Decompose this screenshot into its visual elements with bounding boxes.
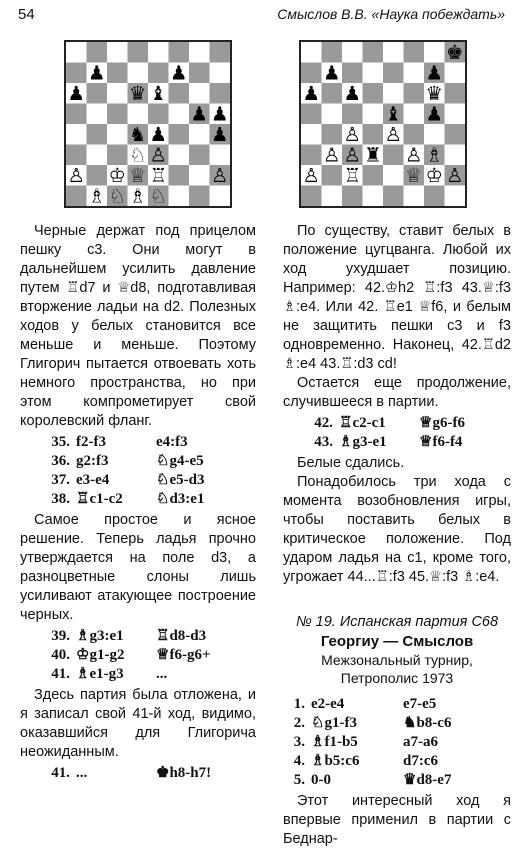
- event-line-1: Межзональный турнир,: [321, 652, 473, 668]
- left-square-c4: [107, 124, 128, 145]
- left-square-b4: [87, 124, 108, 145]
- right-square-d2: [363, 165, 384, 186]
- left-piece-e2: ♖: [149, 163, 167, 187]
- left-piece-h4: ♟: [211, 122, 229, 146]
- left-square-c7: [107, 63, 128, 84]
- move-row: 43. ♗g3-e1 ♕f6-f4: [314, 434, 463, 450]
- right-square-g4: [424, 124, 445, 145]
- left-square-h6: [210, 83, 231, 104]
- right-square-a8: [301, 42, 322, 63]
- left-piece-d1: ♗: [129, 184, 147, 206]
- left-piece-e3: ♙: [149, 143, 167, 167]
- page-number: 54: [18, 6, 35, 23]
- right-paragraph-1: По существу, ставит белых в положение цугцванга. Любой их ход ухудшает позицию. Например: 42.♔h2 ♖:f3 43.♕:f3 ♗:e4. Или 42. ♖e1 ♕f6, и белым не защитить пешки с3 и f3 одновременно. Наконец, 42.♖d2 ♗:e4 43.♖:d3 cd!: [283, 223, 511, 372]
- left-square-g2: [189, 165, 210, 186]
- right-piece-e5: ♝: [384, 102, 402, 126]
- right-piece-a6: ♟: [302, 81, 320, 105]
- right-square-e3: [383, 145, 404, 166]
- left-moves-2: [20, 627, 256, 684]
- right-square-h1: [445, 186, 466, 207]
- move-row: 3. ♗f1-b5 a7-a6: [293, 734, 438, 750]
- left-square-g6: [189, 83, 210, 104]
- left-piece-b1: ♗: [88, 184, 106, 206]
- left-square-g8: [189, 42, 210, 63]
- right-paragraph-4: Понадобилось три хода с момента возобновления игры, чтобы поставить белых в критическое положение. Под ударом ладья на с1, кроме того, угрожает 44...♖:f3 45.♕:f3 ♗:e4.: [283, 474, 511, 585]
- left-square-c8: [107, 42, 128, 63]
- right-square-a7: [301, 63, 322, 84]
- left-piece-a6: ♟: [67, 81, 85, 105]
- move-row: 37. e3-e4 ♘e5-d3: [51, 472, 205, 488]
- right-piece-c2: ♖: [343, 163, 361, 187]
- left-piece-d2: ♕: [129, 163, 147, 187]
- move-row: 38. ♖c1-c2 ♘d3:e1: [51, 491, 205, 507]
- right-square-b1: [322, 186, 343, 207]
- right-piece-e4: ♙: [384, 122, 402, 146]
- right-piece-b7: ♟: [323, 61, 341, 85]
- move-row: 2. ♘g1-f3 ♞b8-c6: [293, 715, 452, 731]
- left-piece-e4: ♟: [149, 122, 167, 146]
- left-square-f4: [169, 124, 190, 145]
- right-paragraph-2: Остается еще продолжение, случившееся в партии.: [283, 375, 511, 410]
- right-piece-h2: ♙: [446, 163, 464, 187]
- move-row: 35. f2-f3 e4:f3: [51, 434, 188, 450]
- left-square-a4: [66, 124, 87, 145]
- left-piece-h5: ♟: [211, 102, 229, 126]
- left-square-f1: [169, 186, 190, 207]
- right-piece-b3: ♙: [323, 143, 341, 167]
- left-piece-b7: ♟: [88, 61, 106, 85]
- left-square-h7: [210, 63, 231, 84]
- left-piece-h2: ♙: [211, 163, 229, 187]
- right-piece-g7: ♟: [425, 61, 443, 85]
- move-row: 36. g2:f3 ♘g4-e5: [51, 453, 204, 469]
- left-square-f3: [169, 145, 190, 166]
- move-row: 40. ♔g1-g2 ♕f6-g6+: [51, 647, 211, 663]
- right-square-a1: [301, 186, 322, 207]
- left-square-e8: [148, 42, 169, 63]
- right-square-a3: [301, 145, 322, 166]
- right-square-e1: [383, 186, 404, 207]
- left-square-h3: [210, 145, 231, 166]
- left-square-e7: [148, 63, 169, 84]
- running-head: Смыслов В.В. «Наука побеждать»: [277, 6, 505, 22]
- left-piece-d4: ♞: [129, 122, 147, 146]
- right-square-e8: [383, 42, 404, 63]
- right-piece-g3: ♗: [425, 143, 443, 167]
- right-square-f7: [404, 63, 425, 84]
- right-square-b8: [322, 42, 343, 63]
- left-paragraph-3: Здесь партия была отложена, и я записал свой 41-й ход, видимо, оказавшийся для Глигорича неожиданным.: [20, 687, 256, 760]
- right-square-e7: [383, 63, 404, 84]
- right-square-g8: [424, 42, 445, 63]
- right-square-d8: [363, 42, 384, 63]
- left-square-a7: [66, 63, 87, 84]
- left-square-b3: [87, 145, 108, 166]
- right-piece-f2: ♕: [405, 163, 423, 187]
- right-piece-g6: ♛: [425, 81, 443, 105]
- right-piece-a2: ♙: [302, 163, 320, 187]
- right-square-c7: [342, 63, 363, 84]
- right-paragraph-3: Белые сдались.: [297, 455, 405, 471]
- right-piece-g2: ♔: [425, 163, 443, 187]
- left-piece-e6: ♝: [149, 81, 167, 105]
- right-square-b5: [322, 104, 343, 125]
- left-square-c5: [107, 104, 128, 125]
- left-square-f8: [169, 42, 190, 63]
- left-square-d8: [128, 42, 149, 63]
- right-square-b6: [322, 83, 343, 104]
- left-square-c6: [107, 83, 128, 104]
- right-square-h7: [445, 63, 466, 84]
- right-square-c1: [342, 186, 363, 207]
- left-square-g3: [189, 145, 210, 166]
- right-square-f8: [404, 42, 425, 63]
- left-piece-e1: ♘: [149, 184, 167, 206]
- right-moves-2: [283, 695, 511, 790]
- game-title: № 19. Испанская партия С68: [295, 614, 499, 630]
- move-row: 41. ... ♚h8-h7!: [51, 765, 212, 781]
- left-square-b6: [87, 83, 108, 104]
- chess-board-right-svg: [301, 42, 465, 206]
- move-row: 4. ♗b5:c6 d7:c6: [293, 753, 438, 769]
- left-square-f2: [169, 165, 190, 186]
- left-square-d7: [128, 63, 149, 84]
- right-square-f4: [404, 124, 425, 145]
- left-square-g7: [189, 63, 210, 84]
- left-piece-d6: ♛: [129, 81, 147, 105]
- right-square-f6: [404, 83, 425, 104]
- move-row: 1. e2-e4 e7-e5: [293, 696, 437, 712]
- left-moves-3: [20, 764, 256, 783]
- left-piece-d3: ♘: [129, 143, 147, 167]
- left-piece-c1: ♘: [108, 184, 126, 206]
- right-square-h4: [445, 124, 466, 145]
- right-piece-f3: ♙: [405, 143, 423, 167]
- left-square-b5: [87, 104, 108, 125]
- right-square-d4: [363, 124, 384, 145]
- right-piece-c4: ♙: [343, 122, 361, 146]
- left-square-b8: [87, 42, 108, 63]
- left-square-e5: [148, 104, 169, 125]
- left-square-h1: [210, 186, 231, 207]
- left-square-g1: [189, 186, 210, 207]
- right-square-d5: [363, 104, 384, 125]
- right-piece-c6: ♟: [343, 81, 361, 105]
- left-piece-f7: ♟: [170, 61, 188, 85]
- right-square-f5: [404, 104, 425, 125]
- event-line-2: Петрополис 1973: [340, 670, 454, 686]
- players: Георгиу — Смыслов: [320, 633, 474, 650]
- right-square-d1: [363, 186, 384, 207]
- left-square-a5: [66, 104, 87, 125]
- left-square-c3: [107, 145, 128, 166]
- left-moves-1: [20, 433, 256, 509]
- left-column: [20, 222, 256, 785]
- right-square-h3: [445, 145, 466, 166]
- right-square-e6: [383, 83, 404, 104]
- left-piece-c2: ♔: [108, 163, 126, 187]
- right-square-b4: [322, 124, 343, 145]
- left-square-d5: [128, 104, 149, 125]
- right-square-a4: [301, 124, 322, 145]
- right-paragraph-5: Этот интересный ход я впервые применил в партии с Беднар-: [283, 793, 511, 847]
- left-square-g4: [189, 124, 210, 145]
- left-square-h8: [210, 42, 231, 63]
- left-square-b2: [87, 165, 108, 186]
- left-square-a1: [66, 186, 87, 207]
- move-row: 5. 0-0 ♛d8-e7: [293, 772, 452, 788]
- right-piece-d3: ♜: [364, 143, 382, 167]
- left-square-a3: [66, 145, 87, 166]
- right-square-c8: [342, 42, 363, 63]
- right-square-d6: [363, 83, 384, 104]
- right-piece-g5: ♟: [425, 102, 443, 126]
- move-row: 42. ♖c2-c1 ♕g6-f6: [314, 415, 465, 431]
- chess-diagram-left: [64, 40, 232, 208]
- right-square-g1: [424, 186, 445, 207]
- left-square-f5: [169, 104, 190, 125]
- right-piece-h8: ♚: [446, 42, 464, 64]
- left-square-f6: [169, 83, 190, 104]
- game-header: [283, 613, 511, 687]
- right-moves-1: [283, 414, 511, 452]
- right-square-h6: [445, 83, 466, 104]
- move-row: 41. ♗e1-g3 ...: [51, 666, 168, 682]
- right-square-h5: [445, 104, 466, 125]
- right-square-d7: [363, 63, 384, 84]
- left-piece-a2: ♙: [67, 163, 85, 187]
- right-square-b2: [322, 165, 343, 186]
- left-square-a8: [66, 42, 87, 63]
- left-paragraph-2: Самое простое и ясное решение. Теперь ладья прочно утверждается на поле d3, а разноцветные слоны лишь усиливают атакующее построение черных.: [20, 512, 256, 623]
- right-square-a5: [301, 104, 322, 125]
- right-square-c5: [342, 104, 363, 125]
- left-piece-g5: ♟: [190, 102, 208, 126]
- left-paragraph-1: Черные держат под прицелом пешку с3. Они могут в дальнейшем усилить давление путем ♖d7 и ♕d8, подготавливая вторжение ладьи на d2. Полезных ходов у белых становится все меньше и меньше. Поэтому Глигорич пытается отвоевать хоть немного пространства, но при этом компрометирует свой королевский фланг.: [20, 223, 256, 429]
- chess-board-left-svg: [66, 42, 230, 206]
- move-row: 39. ♗g3:e1 ♖d8-d3: [51, 628, 207, 644]
- right-square-e2: [383, 165, 404, 186]
- chess-diagram-right: [299, 40, 467, 208]
- right-square-f1: [404, 186, 425, 207]
- right-piece-c3: ♙: [343, 143, 361, 167]
